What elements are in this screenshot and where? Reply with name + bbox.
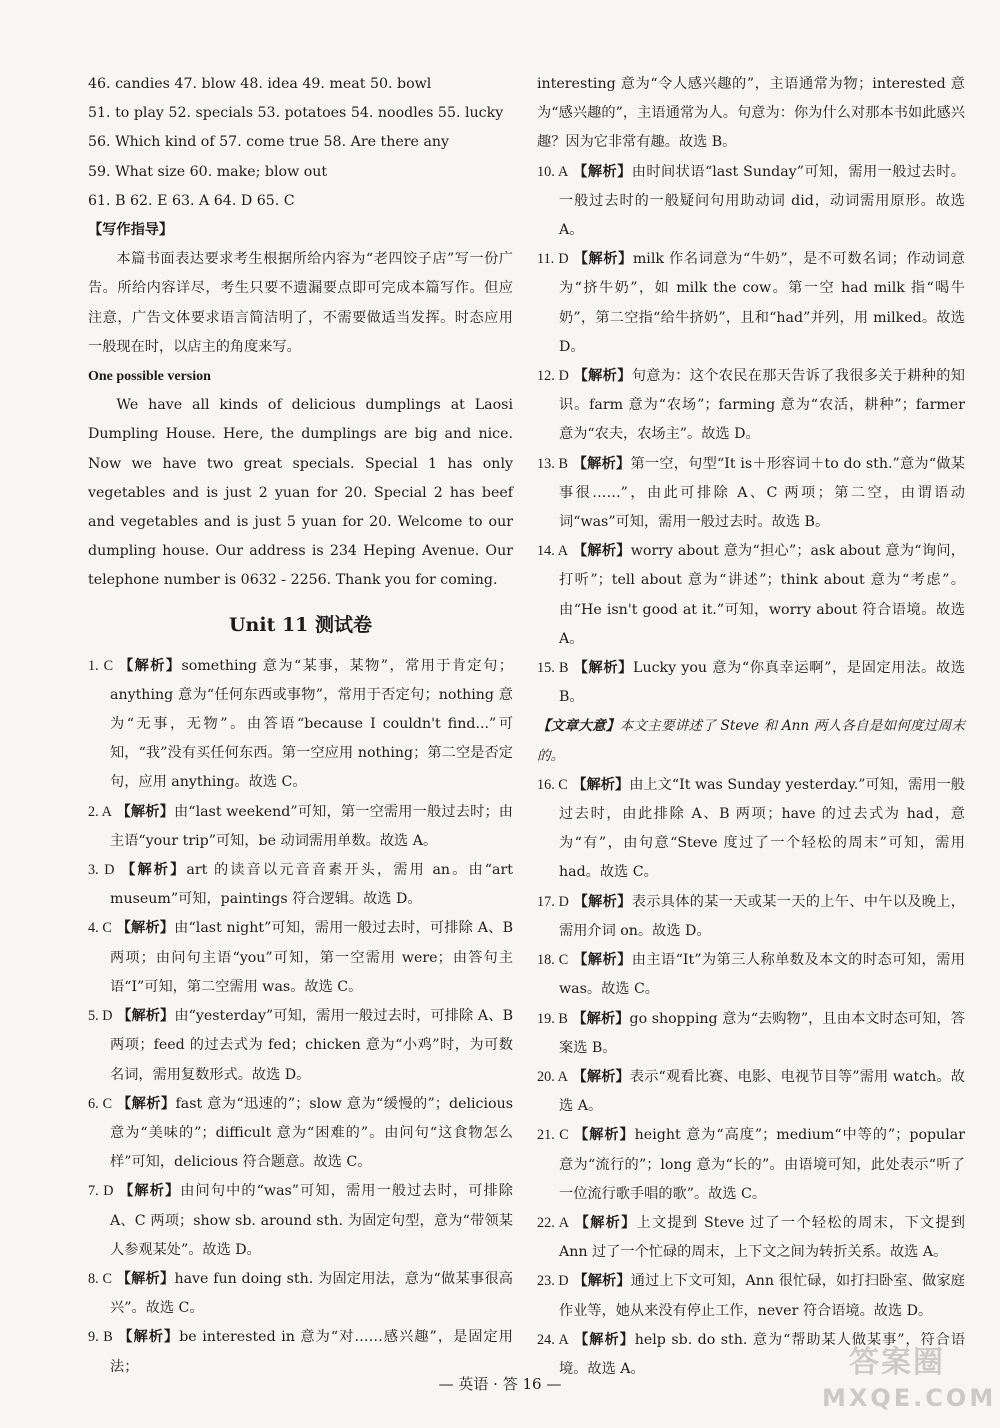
analysis-tag: 【解析】 xyxy=(573,251,633,268)
analysis-text: 通过上下文可知，Ann 很忙碌，如打扫卧室、做家庭作业等，她从来没有停止工作，never 符合语境。故选 D。 xyxy=(559,1273,965,1319)
article-summary xyxy=(537,712,965,770)
answers-top-block xyxy=(88,70,513,216)
analysis-text: worry about 意为“担心”；ask about 意为“询问，打听”；tell about 意为“讲述”；think about 意为“考虑”。由“He isn't good at it.”可知，worry about 符合语境。故选 A。 xyxy=(559,543,965,647)
analysis-text: 由问句中的“was”可知，需用一般过去时，可排除 A、C 两项；show sb. around sth. 为固定句型，意为“带领某人参观某处”。故选 D。 xyxy=(110,1183,513,1258)
answer-number: 24. A xyxy=(537,1331,569,1348)
answer-item xyxy=(537,946,965,1004)
left-answer-list xyxy=(88,652,513,1382)
answer-number: 2. A xyxy=(88,803,112,820)
answer-item xyxy=(537,245,965,362)
analysis-tag: 【解析】 xyxy=(119,1183,181,1200)
answer-item xyxy=(537,362,965,450)
right-column xyxy=(537,70,965,1384)
answer-number: 17. D xyxy=(537,893,569,910)
answer-number: 15. B xyxy=(537,660,569,677)
analysis-tag: 【解析】 xyxy=(572,1010,630,1027)
watermark-top: 答案圈 xyxy=(849,1345,945,1380)
answer-number: 20. A xyxy=(537,1068,568,1085)
answer-number: 13. B xyxy=(537,455,568,472)
answer-item xyxy=(88,1265,513,1323)
watermark-bottom: MXQE.COM xyxy=(822,1384,997,1412)
answer-number: 23. D xyxy=(537,1273,569,1290)
analysis-text: art 的读音以元音音素开头，需用 an。由“art museum”可知，paintings 符合逻辑。故选 D。 xyxy=(110,862,513,908)
answer-number: 14. A xyxy=(537,543,569,560)
answer-number: 19. B xyxy=(537,1010,568,1027)
analysis-text: height 意为“高度”；medium“中等的”；popular 意为“流行的”；long 意为“长的”。由语境可知，此处表示“听了一位流行歌手唱的歌”。故选 C。 xyxy=(559,1127,965,1202)
analysis-text: 由主语“It”为第三人称单数及本文的时态可知，需用 was。故选 C。 xyxy=(559,952,965,998)
analysis-tag: 【解析】 xyxy=(574,1331,635,1348)
analysis-text: be interested in 意为“对……感兴趣”，是固定用法； xyxy=(110,1329,513,1375)
answer-number: 16. C xyxy=(537,776,568,793)
analysis-text: something 意为“某事，某物”，常用于肯定句；anything 意为“任何东西或事物”，常用于否定句；nothing 意为“无事，无物”。由答语“because I couldn't find...”可知，“我”没有买任何东西。第一空应用 nothing；第二空是否定句，应用 anything。故选 C。 xyxy=(110,657,513,791)
analysis-text: 由时间状语“last Sunday”可知，需用一般过去时。一般过去时的一般疑问句用助动词 did，动词需用原形。故选 A。 xyxy=(559,163,965,239)
analysis-text: help sb. do sth. 意为“帮助某人做某事”，符合语境。故选 A。 xyxy=(559,1331,966,1377)
watermark-logo xyxy=(822,1343,997,1419)
analysis-tag: 【解析】 xyxy=(574,1127,635,1144)
answer-item xyxy=(537,1267,965,1325)
answer-item xyxy=(88,798,513,856)
analysis-tag: 【解析】 xyxy=(573,952,632,969)
analysis-tag: 【解析】 xyxy=(574,1214,637,1231)
page-footer: — 英语 · 答 16 — xyxy=(438,1375,562,1393)
right-answer-list-b xyxy=(537,771,965,1384)
analysis-tag: 【解析】 xyxy=(118,1329,180,1346)
answer-item xyxy=(537,537,965,654)
analysis-text: 由“last night”可知，需用一般过去时，可排除 A、B 两项；由问句主语“you”可知，第一空需用 were；由答句主语“I”可知，第二空需用 was。故选 C。 xyxy=(110,920,513,995)
answer-line: 56. Which kind of 57. come true 58. Are there any xyxy=(88,134,450,151)
analysis-tag: 【解析】 xyxy=(119,657,182,674)
analysis-text: 句意为：这个农民在那天告诉了我很多关于耕种的知识。farm 意为“农场”；farming 意为“农活，耕种”；farmer 意为“农夫，农场主”。故选 D。 xyxy=(559,368,965,443)
analysis-tag: 【解析】 xyxy=(573,1273,631,1290)
analysis-tag: 【解析】 xyxy=(573,660,634,677)
answer-item xyxy=(537,158,965,246)
writing-guide-text: 本篇书面表达要求考生根据所给内容为“老四饺子店”写一份广告。所给内容详尽，考生只要不遗漏要点即可完成本篇写作。但应注意，广告文体要求语言简洁明了，不需要做适当发挥。时态应用一般现在时，以店主的角度来写。 xyxy=(88,251,513,355)
analysis-tag: 【解析】 xyxy=(117,1008,175,1025)
answer-item xyxy=(88,1002,513,1090)
analysis-tag: 【解析】 xyxy=(116,803,174,820)
writing-guide-heading: 【写作指导】 xyxy=(88,222,174,239)
answer-item xyxy=(88,1177,513,1265)
analysis-tag: 【解析】 xyxy=(572,1068,630,1085)
answer-number: 5. D xyxy=(88,1008,113,1025)
answer-item xyxy=(537,771,965,888)
answer-item xyxy=(88,1090,513,1178)
analysis-tag: 【解析】 xyxy=(572,455,631,472)
analysis-text: have fun doing sth. 为固定用法，意为“做某事很高兴”。故选 C。 xyxy=(110,1270,513,1317)
answer-number: 11. D xyxy=(537,251,569,268)
analysis-text: milk 作名词意为“牛奶”，是不可数名词；作动词意为“挤牛奶”，如 milk the cow。第一空 had milk 指“喝牛奶”，第二空指“给牛挤奶”，且和“had”并列，用 milked。故选 D。 xyxy=(559,251,965,355)
answer-number: 9. B xyxy=(88,1329,113,1346)
analysis-tag: 【解析】 xyxy=(572,776,630,793)
continuation-text: interesting 意为“令人感兴趣的”，主语通常为物；interested 意为“感兴趣的”，主语通常为人。句意为：你为什么对那本书如此感兴趣？因为它非常有趣。故选 B。 xyxy=(537,76,965,151)
answer-number: 1. C xyxy=(88,657,114,674)
analysis-text: go shopping 意为“去购物”，且由本文时态可知，答案选 B。 xyxy=(559,1010,965,1056)
answer-item xyxy=(88,652,513,798)
left-column xyxy=(88,70,513,1382)
answer-item xyxy=(88,856,513,914)
answer-number: 22. A xyxy=(537,1214,569,1231)
answer-number: 3. D xyxy=(88,862,115,879)
answer-item xyxy=(537,450,965,538)
unit-title: Unit 11 测试卷 xyxy=(228,613,373,636)
analysis-tag: 【解析】 xyxy=(117,1095,176,1112)
answer-item xyxy=(537,654,965,712)
summary-tag: 【文章大意】 xyxy=(537,718,620,735)
answer-number: 18. C xyxy=(537,952,569,969)
answer-number: 8. C xyxy=(88,1270,112,1287)
answer-item xyxy=(537,1063,965,1121)
answer-number: 7. D xyxy=(88,1183,114,1200)
right-answer-list-a xyxy=(537,158,965,713)
analysis-tag: 【解析】 xyxy=(121,862,187,879)
answer-line: 59. What size 60. make; blow out xyxy=(88,163,328,180)
answer-item xyxy=(537,1121,965,1209)
answer-item xyxy=(537,1005,965,1063)
analysis-text: Lucky you 意为“你真幸运啊”，是固定用法。故选 B。 xyxy=(559,660,966,706)
answer-line: 61. B 62. E 63. A 64. D 65. C xyxy=(88,192,295,209)
answer-line: 51. to play 52. specials 53. potatoes 54. noodles 55. lucky xyxy=(88,105,504,122)
answer-number: 4. C xyxy=(88,920,112,937)
analysis-text: 上文提到 Steve 过了一个轻松的周末，下文提到 Ann 过了一个忙碌的周末，上下文之间为转折关系。故选 A。 xyxy=(559,1214,965,1261)
summary-text: 本文主要讲述了 Steve 和 Ann 两人各自是如何度过周末的。 xyxy=(537,718,966,764)
analysis-text: 第一空，句型“It is＋形容词＋to do sth.”意为“做某事很……”，由此可排除 A、C 两项；第二空，由谓语动词“was”可知，需用一般过去时。故选 B。 xyxy=(559,455,965,531)
answer-number: 21. C xyxy=(537,1127,569,1144)
sample-heading: One possible version xyxy=(88,369,211,385)
analysis-text: 表示“观看比赛、电影、电视节目等”需用 watch。故选 A。 xyxy=(559,1068,965,1115)
answer-line: 46. candies 47. blow 48. idea 49. meat 50. bowl xyxy=(88,76,432,92)
analysis-tag: 【解析】 xyxy=(573,893,632,910)
answer-number: 12. D xyxy=(537,368,569,385)
analysis-text: 由“yesterday”可知，需用一般过去时，可排除 A、B 两项；feed 的过去式为 fed；chicken 意为“小鸡”时，为可数名词，需用复数形式。故选 D。 xyxy=(110,1008,513,1083)
analysis-tag: 【解析】 xyxy=(572,543,631,560)
analysis-text: 由上文“It was Sunday yesterday.”可知，需用一般过去时，由此排除 A、B 两项；have 的过去式为 had，意为“有”，由句意“Steve 度过了一个轻松的周末”可知，需用 had。故选 C。 xyxy=(559,776,965,881)
answer-item xyxy=(537,1209,965,1267)
answer-number: 6. C xyxy=(88,1095,113,1112)
answer-item xyxy=(537,888,965,946)
analysis-text: fast 意为“迅速的”；slow 意为“缓慢的”；delicious 意为“美味的”；difficult 意为“困难的”。由问句“这食物怎么样”可知，delicious 符合题意。故选 C。 xyxy=(110,1095,513,1171)
analysis-tag: 【解析】 xyxy=(116,1270,175,1287)
analysis-tag: 【解析】 xyxy=(573,368,632,385)
answer-number: 10. A xyxy=(537,163,569,180)
answer-item xyxy=(88,914,513,1002)
analysis-text: 由“last weekend”可知，第一空需用一般过去时；由主语“your trip”可知，be 动词需用单数。故选 A。 xyxy=(110,803,513,849)
analysis-text: 表示具体的某一天或某一天的上午、中午以及晚上，需用介词 on。故选 D。 xyxy=(559,893,965,939)
analysis-tag: 【解析】 xyxy=(116,920,175,937)
sample-text: We have all kinds of delicious dumplings at Laosi Dumpling House. Here, the dumplings are big and nice. Now we have two great specials. Special 1 has only vegetables and is just 2 yuan for 20. Special 2 has beef and vegetables and is just 5 yuan for 20. Welcome to our dumpling house. Our address is 234 Heping Avenue. Our telephone number is 0632 - 2256. Thank you for coming. xyxy=(88,397,513,589)
analysis-tag: 【解析】 xyxy=(573,163,632,180)
